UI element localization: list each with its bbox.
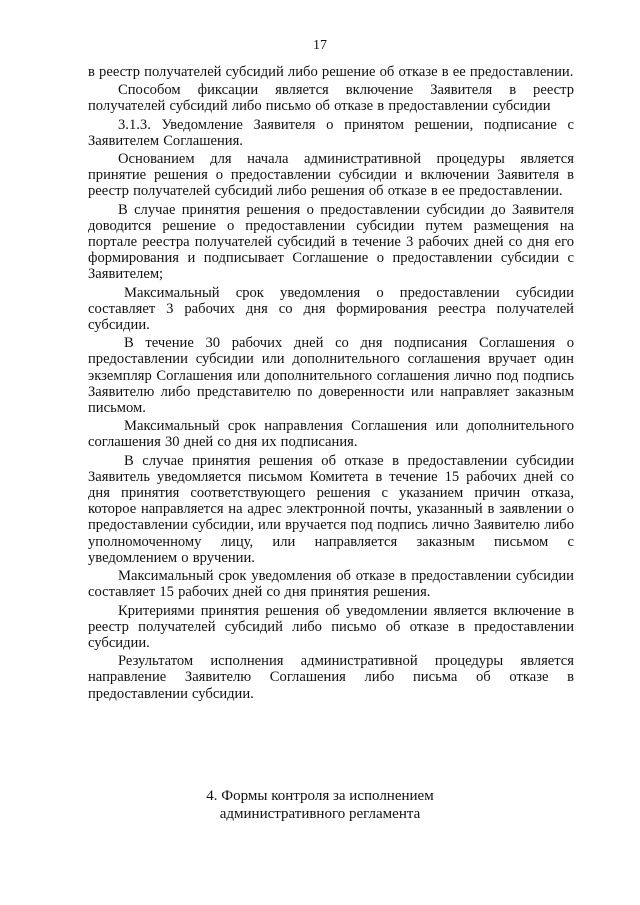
page-number: 17: [313, 38, 327, 53]
document-body: [88, 64, 574, 704]
section-heading: [0, 787, 640, 823]
paragraph-9: В случае принятия решения об отказе в предоставлении субсидии Заявитель уведомляется письмом Комитета в течение 15 рабочих дней со дня принятия соответствующего решения с указанием причин отказа, которое направляется на адрес электронной почты, указанный в заявлении о предоставлении субсидии, или вручается под подпись лично Заявителю либо уполномоченному лицу, или направляется заказным письмом с уведомлением о вручении.: [88, 452, 574, 566]
paragraph-3: 3.1.3. Уведомление Заявителя о принятом решении, подписание с Заявителем Соглашения.: [88, 116, 574, 149]
paragraph-12: Результатом исполнения административной процедуры является направление Заявителю Соглашения либо письма об отказе в предоставлении субсидии.: [88, 653, 574, 702]
section-heading-line-1: 4. Формы контроля за исполнением: [206, 788, 434, 804]
section-heading-line-2: административного регламента: [219, 806, 421, 822]
paragraph-11: Критериями принятия решения об уведомлении является включение в реестр получателей субсидий либо письмо об отказе в предоставлении субсидии.: [88, 602, 574, 651]
paragraph-5: В случае принятия решения о предоставлении субсидии до Заявителя доводится решение о предоставлении субсидии путем размещения на портале реестра получателей субсидий в течение 3 рабочих дней со дня его формирования и подписывает Соглашение о предоставлении субсидии с Заявителем;: [88, 201, 574, 283]
paragraph-2: Способом фиксации является включение Заявителя в реестр получателей субсидий либо письмо об отказе в предоставлении субсидии: [88, 82, 574, 115]
paragraph-4: Основанием для начала административной процедуры является принятие решения о предоставлении субсидии и включении Заявителя в реестр получателей субсидий либо решения об отказе в ее предоставлении.: [88, 151, 574, 200]
paragraph-6: Максимальный срок уведомления о предоставлении субсидии составляет 3 рабочих дня со дня формирования реестра получателей субсидии.: [88, 284, 574, 334]
paragraph-7: В течение 30 рабочих дней со дня подписания Соглашения о предоставлении субсидии или дополнительного соглашения вручает один экземпляр Соглашения или дополнительного соглашения лично под подпись Заявителю либо представителю по доверенности или направляет заказным письмом.: [88, 335, 574, 417]
paragraph-8: Максимальный срок направления Соглашения или дополнительного соглашения 30 дней со дня их подписания.: [88, 418, 574, 451]
paragraph-1: в реестр получателей субсидий либо решение об отказе в ее предоставлении.: [88, 64, 574, 80]
paragraph-10: Максимальный срок уведомления об отказе в предоставлении субсидии составляет 15 рабочих дней со дня принятия решения.: [88, 568, 574, 601]
